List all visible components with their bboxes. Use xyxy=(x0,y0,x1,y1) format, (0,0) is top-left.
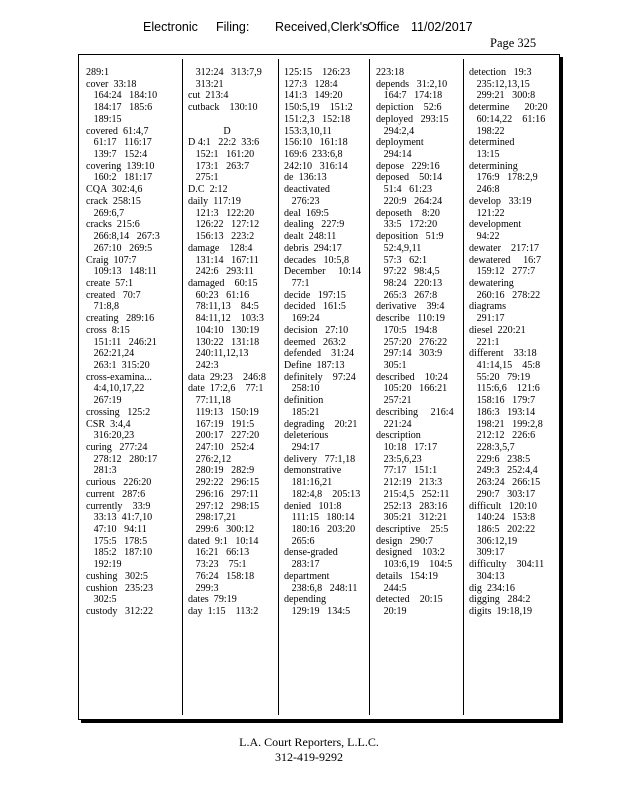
index-entry: deposition 51:9 xyxy=(376,231,444,243)
index-entry: depending xyxy=(284,594,327,606)
index-entry: 316:20,23 xyxy=(86,430,135,442)
index-column-1 xyxy=(86,67,160,618)
index-entry: 258:10 xyxy=(284,383,320,395)
index-entry: 192:19 xyxy=(86,559,122,571)
index-entry: difficult 120:10 xyxy=(469,500,537,512)
column-divider xyxy=(369,59,370,715)
index-entry: depose 229:16 xyxy=(376,160,440,172)
index-column-3 xyxy=(284,67,361,618)
index-entry: department xyxy=(284,570,330,582)
index-column-2 xyxy=(188,67,266,618)
index-entry: Define 187:13 xyxy=(284,359,345,371)
index-entry: daily 117:19 xyxy=(188,195,241,207)
index-entry: denied 101:8 xyxy=(284,500,342,512)
index-entry: 186:5 202:22 xyxy=(469,524,536,536)
index-entry: cover 33:18 xyxy=(86,78,137,90)
index-entry: 150:5,19 151:2 xyxy=(284,102,353,114)
index-entry: 105:20 166:21 xyxy=(376,383,448,395)
index-entry: 13:15 xyxy=(469,149,500,161)
index-entry: 156:10 161:18 xyxy=(284,137,348,149)
index-entry: digging 284:2 xyxy=(469,594,531,606)
index-entry: CSR 3:4,4 xyxy=(86,418,131,430)
index-entry: design 290:7 xyxy=(376,535,433,547)
index-entry: described 10:24 xyxy=(376,371,448,383)
index-entry: 296:16 297:11 xyxy=(188,488,259,500)
index-entry: 275:1 xyxy=(188,172,219,184)
index-entry: dense-graded xyxy=(284,547,338,559)
index-entry: 97:22 98:4,5 xyxy=(376,266,440,278)
index-entry: develop 33:19 xyxy=(469,195,532,207)
index-entry: 175:5 178:5 xyxy=(86,535,148,547)
index-entry: 159:12 277:7 xyxy=(469,266,536,278)
index-entry: 184:17 185:6 xyxy=(86,102,153,114)
index-entry: curing 277:24 xyxy=(86,442,148,453)
index-entry: 240:11,12,13 xyxy=(188,348,249,360)
index-entry: December 10:14 xyxy=(284,266,362,278)
index-frame xyxy=(78,54,560,720)
index-entry: 77:11,18 xyxy=(188,395,231,407)
index-entry: description xyxy=(376,430,421,442)
page-number: Page 325 xyxy=(490,36,537,50)
index-entry: 289:1 xyxy=(86,67,109,78)
index-entry: 104:10 130:19 xyxy=(188,324,260,336)
index-entry: 33:13 41:7,10 xyxy=(86,512,153,524)
index-entry: dewatering xyxy=(469,277,514,289)
index-entry: 276:2,12 xyxy=(188,453,232,465)
index-entry: 115:6,6 121:6 xyxy=(469,383,540,395)
footer-company: L.A. Court Reporters, L.L.C. xyxy=(239,735,379,749)
index-entry: describing 216:4 xyxy=(376,406,454,418)
index-entry: damage 128:4 xyxy=(188,242,253,254)
index-entry: digits 19:18,19 xyxy=(469,606,533,618)
index-entry: dealing 227:9 xyxy=(284,219,345,231)
index-entry: 185:21 xyxy=(284,406,320,418)
index-entry: 309:17 xyxy=(469,547,505,559)
index-entry: 265:3 267:8 xyxy=(376,289,438,301)
index-entry: 167:19 191:5 xyxy=(188,418,255,430)
index-entry: demonstrative xyxy=(284,465,342,477)
index-entry: 33:5 172:20 xyxy=(376,219,438,231)
index-entry: 265:6 xyxy=(284,535,315,547)
index-entry: different 33:18 xyxy=(469,348,537,360)
index-entry: 244:5 xyxy=(376,582,407,594)
index-entry: 125:15 126:23 xyxy=(284,67,351,78)
index-entry: 60:23 61:16 xyxy=(188,289,250,301)
index-entry: 257:21 xyxy=(376,395,412,407)
index-entry: 55:20 79:19 xyxy=(469,371,531,383)
index-entry: D.C 2:12 xyxy=(188,184,228,196)
index-entry: dewatered 16:7 xyxy=(469,254,542,266)
index-entry: 280:19 282:9 xyxy=(188,465,255,477)
index-entry: 242:10 316:14 xyxy=(284,160,348,172)
index-entry: 221:1 xyxy=(469,336,500,348)
index-entry: 305:21 312:21 xyxy=(376,512,448,524)
index-entry: detected 20:15 xyxy=(376,594,443,606)
index-entry: definition xyxy=(284,395,324,407)
index-entry: 297:14 303:9 xyxy=(376,348,443,360)
index-entry: de 136:13 xyxy=(284,172,327,184)
index-entry: 71:8,8 xyxy=(86,301,120,313)
index-entry: 212:12 226:6 xyxy=(469,430,536,442)
index-entry: 246:8 xyxy=(469,184,500,196)
index-entry: 304:13 xyxy=(469,570,505,582)
index-entry: deemed 263:2 xyxy=(284,336,346,348)
index-entry: custody 312:22 xyxy=(86,606,154,618)
index-entry: 306:12,19 xyxy=(469,535,518,547)
index-entry: 263:24 266:15 xyxy=(469,477,541,489)
index-entry: 94:22 xyxy=(469,231,500,243)
index-entry: cushing 302:5 xyxy=(86,570,148,582)
index-entry: deposed 50:14 xyxy=(376,172,443,184)
index-entry: 16:21 66:13 xyxy=(188,547,250,559)
index-entry: date 17:2,6 77:1 xyxy=(188,383,264,395)
index-column-4 xyxy=(376,67,454,618)
index-entry: designed 103:2 xyxy=(376,547,445,559)
index-entry: CQA 302:4,6 xyxy=(86,184,143,196)
index-entry: 47:10 94:11 xyxy=(86,524,147,536)
index-entry: current 287:6 xyxy=(86,488,146,500)
index-entry: 260:16 278:22 xyxy=(469,289,541,301)
index-entry: 262:21,24 xyxy=(86,348,135,360)
index-entry: creating 289:16 xyxy=(86,313,155,325)
index-entry: 189:15 xyxy=(86,113,122,125)
index-entry: debris 294:17 xyxy=(284,242,342,254)
header-date: 11/02/2017 xyxy=(411,20,473,34)
index-entry: 223:18 xyxy=(376,67,405,78)
index-entry: 151:11 246:21 xyxy=(86,336,157,348)
index-entry: detection 19:3 xyxy=(469,67,532,78)
column-divider xyxy=(182,59,183,715)
index-entry: dates 79:19 xyxy=(188,594,237,606)
index-entry: 263:1 315:20 xyxy=(86,359,150,371)
index-entry: 249:3 252:4,4 xyxy=(469,465,538,477)
index-entry: 299:6 300:12 xyxy=(188,524,255,536)
index-entry: 76:24 158:18 xyxy=(188,570,255,582)
index-entry: 20:19 xyxy=(376,606,407,618)
index-entry: 173:1 263:7 xyxy=(188,160,250,172)
index-entry: covering 139:10 xyxy=(86,160,155,172)
index-entry: 141:3 149:20 xyxy=(284,90,343,102)
index-entry: 229:6 238:5 xyxy=(469,453,531,465)
index-entry: curious 226:20 xyxy=(86,477,152,489)
index-entry: 176:9 178:2,9 xyxy=(469,172,538,184)
index-entry: descriptive 25:5 xyxy=(376,524,449,536)
index-entry: covered 61:4,7 xyxy=(86,125,149,137)
index-entry: 221:24 xyxy=(376,418,412,430)
index-entry: 121:3 122:20 xyxy=(188,207,255,219)
index-entry: 297:12 298:15 xyxy=(188,500,260,512)
index-entry: deleterious xyxy=(284,430,329,442)
index-entry: 60:14,22 61:16 xyxy=(469,113,546,125)
index-column-5 xyxy=(469,67,548,618)
index-entry: created 70:7 xyxy=(86,289,141,301)
index-entry: 111:15 180:14 xyxy=(284,512,355,524)
index-entry: 78:11,13 84:5 xyxy=(188,301,259,313)
index-entry: decide 197:15 xyxy=(284,289,346,301)
index-entry: 267:19 xyxy=(86,395,122,407)
index-entry: determined xyxy=(469,137,515,149)
index-entry: deal 169:5 xyxy=(284,207,329,219)
index-entry: 127:3 128:4 xyxy=(284,78,338,90)
index-entry: 283:17 xyxy=(284,559,320,571)
index-entry: 129:19 134:5 xyxy=(284,606,351,618)
index-entry: 181:16,21 xyxy=(284,477,333,489)
index-entry: 151:2,3 152:18 xyxy=(284,113,351,125)
column-divider xyxy=(463,59,464,715)
index-entry: 278:12 280:17 xyxy=(86,453,158,465)
index-entry: degrading 20:21 xyxy=(284,418,358,430)
index-entry: 242:6 293:11 xyxy=(188,266,254,278)
index-entry: 126:22 127:12 xyxy=(188,219,260,231)
index-entry: 215:4,5 252:11 xyxy=(376,488,450,500)
index-entry: 276:23 xyxy=(284,195,320,207)
index-entry: difficulty 304:11 xyxy=(469,559,545,571)
index-entry: 257:20 276:22 xyxy=(376,336,448,348)
index-entry: 247:10 252:4 xyxy=(188,442,255,453)
index-entry: 228:3,5,7 xyxy=(469,442,515,453)
index-entry: 160:2 181:17 xyxy=(86,172,153,184)
index-entry: 152:1 161:20 xyxy=(188,149,255,161)
index-entry: 299:3 xyxy=(188,582,219,594)
index-entry: dealt 248:11 xyxy=(284,231,337,243)
index-entry: 52:4,9,11 xyxy=(376,242,422,254)
index-entry: 51:4 61:23 xyxy=(376,184,433,196)
index-entry: dewater 217:17 xyxy=(469,242,540,254)
index-entry: 156:13 223:2 xyxy=(188,231,255,243)
index-entry: cutback 130:10 xyxy=(188,102,258,114)
index-entry: 198:21 199:2,8 xyxy=(469,418,543,430)
index-entry: cushion 235:23 xyxy=(86,582,154,594)
index-entry: 252:13 283:16 xyxy=(376,500,448,512)
index-entry: 103:6,19 104:5 xyxy=(376,559,453,571)
header-filing: Filing: xyxy=(216,20,250,34)
index-entry: 140:24 153:8 xyxy=(469,512,536,524)
index-entry: 121:22 xyxy=(469,207,505,219)
index-entry: depiction 52:6 xyxy=(376,102,442,114)
index-entry: definitely 97:24 xyxy=(284,371,356,383)
index-entry: 291:17 xyxy=(469,313,505,325)
index-entry: 266:8,14 267:3 xyxy=(86,231,160,243)
index-entry: 182:4,8 205:13 xyxy=(284,488,361,500)
index-entry: crack 258:15 xyxy=(86,195,141,207)
index-entry: 131:14 167:11 xyxy=(188,254,259,266)
index-entry: 267:10 269:5 xyxy=(86,242,153,254)
index-entry: damaged 60:15 xyxy=(188,277,258,289)
index-entry: currently 33:9 xyxy=(86,500,151,512)
index-entry: deployed 293:15 xyxy=(376,113,449,125)
index-entry: 77:1 xyxy=(284,277,310,289)
index-entry: determining xyxy=(469,160,518,172)
index-entry: cut 213:4 xyxy=(188,90,229,102)
index-entry: 153:3,10,11 xyxy=(284,125,332,137)
index-entry: 212:19 213:3 xyxy=(376,477,443,489)
index-entry: deactivated xyxy=(284,184,330,196)
index-entry: defended 31:24 xyxy=(284,348,355,360)
index-entry: 294:2,4 xyxy=(376,125,415,137)
index-entry: 84:11,12 103:3 xyxy=(188,313,264,325)
index-entry: 164:24 184:10 xyxy=(86,90,158,102)
index-entry: 180:16 203:20 xyxy=(284,524,356,536)
index-entry: 169:24 xyxy=(284,313,320,325)
index-entry: 109:13 148:11 xyxy=(86,266,157,278)
index-entry: development xyxy=(469,219,522,231)
index-entry: 185:2 187:10 xyxy=(86,547,153,559)
index-entry: 4:4,10,17,22 xyxy=(86,383,145,395)
index-entry: 242:3 xyxy=(188,359,219,371)
index-entry: Craig 107:7 xyxy=(86,254,137,266)
index-entry: 130:22 131:18 xyxy=(188,336,260,348)
column-divider xyxy=(278,59,279,715)
index-entry: 158:16 179:7 xyxy=(469,395,536,407)
index-entry: 169:6 233:6,8 xyxy=(284,149,343,161)
index-entry: dig 234:16 xyxy=(469,582,515,594)
index-entry: 57:3 62:1 xyxy=(376,254,428,266)
index-entry: 61:17 116:17 xyxy=(86,137,152,149)
index-entry: 238:6,8 248:11 xyxy=(284,582,358,594)
index-entry: 313:21 xyxy=(188,78,224,90)
index-entry: 290:7 303:17 xyxy=(469,488,536,500)
header-office: Office xyxy=(367,20,400,34)
index-entry: decision 27:10 xyxy=(284,324,349,336)
index-entry: 164:7 174:18 xyxy=(376,90,443,102)
index-entry: 98:24 220:13 xyxy=(376,277,443,289)
index-entry: dated 9:1 10:14 xyxy=(188,535,259,547)
index-entry: 10:18 17:17 xyxy=(376,442,438,453)
index-entry: cracks 215:6 xyxy=(86,219,140,231)
index-entry: 200:17 227:20 xyxy=(188,430,260,442)
index-entry xyxy=(188,114,266,126)
index-entry: 294:14 xyxy=(376,149,412,161)
index-entry: deployment xyxy=(376,137,424,149)
index-entry: derivative 39:4 xyxy=(376,301,445,313)
index-entry: 73:23 75:1 xyxy=(188,559,247,571)
index-entry: 77:17 151:1 xyxy=(376,465,438,477)
index-entry: create 57:1 xyxy=(86,277,134,289)
header-received: Received,Clerk's xyxy=(275,20,369,34)
index-entry: 41:14,15 45:8 xyxy=(469,359,541,371)
index-entry: 298:17,21 xyxy=(188,512,237,524)
index-entry: decades 10:5,8 xyxy=(284,254,350,266)
index-entry: 302:5 xyxy=(86,594,117,606)
index-entry: 269:6,7 xyxy=(86,207,125,219)
index-entry: delivery 77:1,18 xyxy=(284,453,356,465)
index-entry: 170:5 194:8 xyxy=(376,324,438,336)
index-entry: 235:12,13,15 xyxy=(469,78,530,90)
index-entry: 220:9 264:24 xyxy=(376,195,443,207)
index-entry: 281:3 xyxy=(86,465,117,477)
index-entry: 292:22 296:15 xyxy=(188,477,260,489)
index-entry: 312:24 313:7,9 xyxy=(188,67,262,78)
index-entry: 294:17 xyxy=(284,442,320,453)
index-entry: depends 31:2,10 xyxy=(376,78,448,90)
index-entry: diagrams xyxy=(469,301,506,313)
index-entry: describe 110:19 xyxy=(376,313,445,325)
index-entry: D 4:1 22:2 33:6 xyxy=(188,137,260,149)
index-entry: diesel 220:21 xyxy=(469,324,526,336)
index-entry: deposeth 8:20 xyxy=(376,207,440,219)
index-entry: determine 20:20 xyxy=(469,102,548,114)
index-entry: 119:13 150:19 xyxy=(188,406,259,418)
index-entry: data 29:23 246:8 xyxy=(188,371,266,383)
index-entry: crossing 125:2 xyxy=(86,406,151,418)
index-entry: 139:7 152:4 xyxy=(86,149,148,161)
index-entry: 305:1 xyxy=(376,359,407,371)
index-entry: decided 161:5 xyxy=(284,301,346,313)
index-entry: 186:3 193:14 xyxy=(469,406,536,418)
header-electronic: Electronic xyxy=(143,20,198,34)
index-entry: cross 8:15 xyxy=(86,324,130,336)
index-entry: details 154:19 xyxy=(376,570,438,582)
index-entry: D xyxy=(188,125,231,137)
index-entry: day 1:15 113:2 xyxy=(188,606,259,618)
index-entry: 198:22 xyxy=(469,125,505,137)
index-entry: 299:21 300:8 xyxy=(469,90,536,102)
footer-phone: 312-419-9292 xyxy=(275,750,343,764)
index-entry: cross-examina... xyxy=(86,371,152,383)
index-entry: 23:5,6,23 xyxy=(376,453,422,465)
